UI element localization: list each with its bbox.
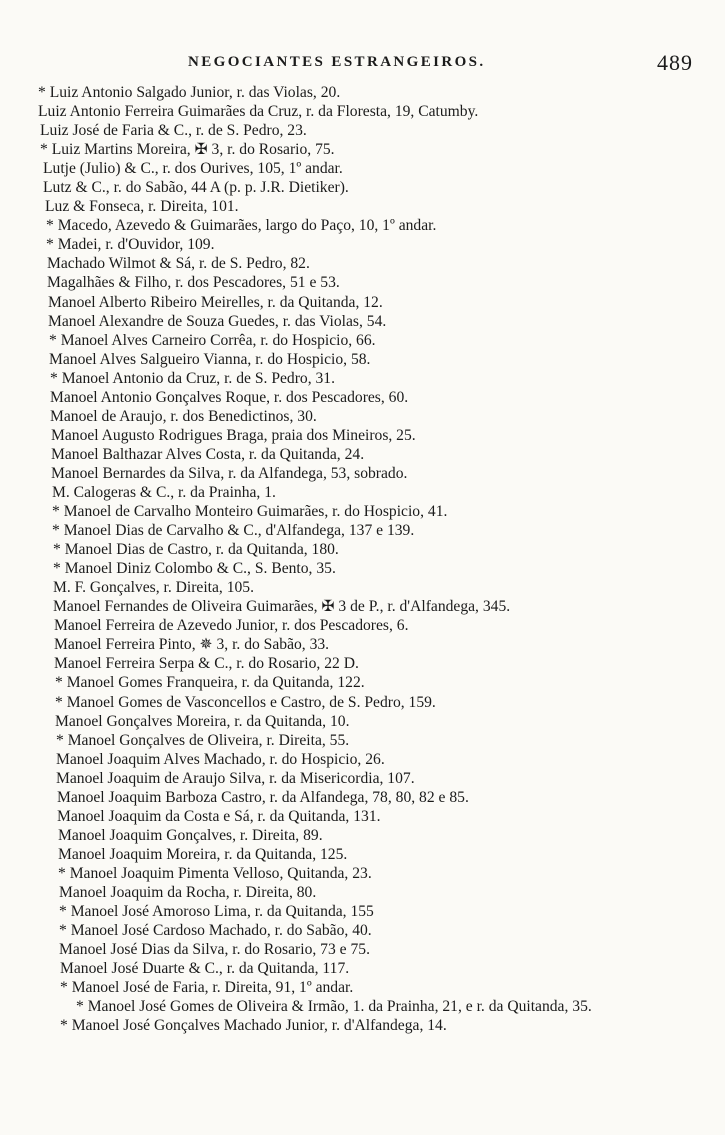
list-item: Manoel Fernandes de Oliveira Guimarães, ✠ 3 de P., r. d'Alfandega, 345.: [53, 598, 511, 616]
list-item: Luz & Fonseca, r. Direita, 101.: [45, 198, 239, 216]
list-item: Manoel Joaquim Moreira, r. da Quitanda, 125.: [58, 845, 348, 863]
list-item: * Manoel Antonio da Cruz, r. de S. Pedro, 31.: [50, 369, 335, 387]
list-item: * Madei, r. d'Ouvidor, 109.: [46, 236, 215, 254]
list-item: * Manoel José de Faria, r. Direita, 91, 1º andar.: [60, 979, 354, 997]
list-item: Luiz Antonio Ferreira Guimarães da Cruz, r. da Floresta, 19, Catumby.: [38, 103, 479, 121]
list-item: Manoel Joaquim Gonçalves, r. Direita, 89.: [58, 826, 323, 844]
list-item: Manoel Antonio Gonçalves Roque, r. dos Pescadores, 60.: [50, 388, 409, 406]
list-item: Magalhães & Filho, r. dos Pescadores, 51 e 53.: [47, 274, 340, 292]
list-item: Manoel Alexandre de Souza Guedes, r. das Violas, 54.: [48, 312, 387, 330]
list-item: Luiz José de Faria & C., r. de S. Pedro, 23.: [40, 122, 307, 140]
list-item: * Macedo, Azevedo & Guimarães, largo do Paço, 10, 1º andar.: [46, 217, 437, 235]
list-item: Manoel Joaquim da Rocha, r. Direita, 80.: [59, 883, 317, 901]
list-item: Manoel Ferreira Pinto, ✵ 3, r. do Sabão, 33.: [54, 636, 330, 654]
list-item: * Manoel José Gomes de Oliveira & Irmão, 1. da Prainha, 21, e r. da Quitanda, 35.: [76, 998, 592, 1016]
list-item: Lutz & C., r. do Sabão, 44 A (p. p. J.R. Dietiker).: [43, 179, 349, 197]
list-item: Machado Wilmot & Sá, r. de S. Pedro, 82.: [47, 255, 310, 273]
list-item: * Manoel Dias de Carvalho & C., d'Alfandega, 137 e 139.: [52, 522, 415, 540]
list-item: * Manoel Gomes Franqueira, r. da Quitanda, 122.: [55, 674, 365, 692]
list-item: * Manoel Gonçalves de Oliveira, r. Direita, 55.: [56, 731, 350, 749]
list-item: * Manoel José Cardoso Machado, r. do Sabão, 40.: [59, 922, 372, 940]
list-item: * Luiz Antonio Salgado Junior, r. das Violas, 20.: [38, 84, 341, 101]
list-item: Manoel José Duarte & C., r. da Quitanda, 117.: [60, 960, 350, 978]
list-item: Lutje (Julio) & C., r. dos Ourives, 105, 1º andar.: [43, 160, 343, 178]
list-item: M. Calogeras & C., r. da Prainha, 1.: [52, 483, 276, 501]
list-item: Manoel José Dias da Silva, r. do Rosario, 73 e 75.: [59, 941, 370, 959]
list-item: Manoel Joaquim de Araujo Silva, r. da Misericordia, 107.: [56, 769, 415, 787]
page-number: 489: [657, 50, 693, 75]
list-item: * Manoel Alves Carneiro Corrêa, r. do Hospicio, 66.: [49, 331, 376, 349]
list-item: Manoel Joaquim da Costa e Sá, r. da Quitanda, 131.: [57, 807, 381, 825]
list-item: Manoel Alves Salgueiro Vianna, r. do Hospicio, 58.: [49, 350, 371, 368]
list-item: Manoel Ferreira de Azevedo Junior, r. dos Pescadores, 6.: [54, 617, 409, 635]
list-item: Manoel Joaquim Barboza Castro, r. da Alfandega, 78, 80, 82 e 85.: [57, 788, 469, 806]
list-item: Manoel de Araujo, r. dos Benedictinos, 30.: [50, 407, 317, 425]
list-item: Manoel Bernardes da Silva, r. da Alfandega, 53, sobrado.: [51, 464, 408, 482]
list-item: * Manoel José Amoroso Lima, r. da Quitanda, 155: [59, 903, 374, 921]
list-item: Manoel Joaquim Alves Machado, r. do Hospicio, 26.: [56, 750, 385, 768]
list-item: * Manoel de Carvalho Monteiro Guimarães, r. do Hospicio, 41.: [52, 503, 448, 521]
list-item: * Manoel Dias de Castro, r. da Quitanda, 180.: [53, 541, 339, 559]
list-item: * Manoel José Gonçalves Machado Junior, r. d'Alfandega, 14.: [60, 1017, 447, 1035]
list-item: Manoel Gonçalves Moreira, r. da Quitanda, 10.: [55, 712, 350, 730]
page-header: [38, 50, 693, 74]
list-item: Manoel Balthazar Alves Costa, r. da Quitanda, 24.: [51, 445, 365, 463]
list-item: Manoel Alberto Ribeiro Meirelles, r. da Quitanda, 12.: [48, 293, 383, 311]
list-item: * Manoel Gomes de Vasconcellos e Castro, de S. Pedro, 159.: [55, 693, 436, 711]
list-item: * Manoel Joaquim Pimenta Velloso, Quitanda, 23.: [58, 864, 372, 882]
directory-list: [38, 83, 699, 1035]
running-title: NEGOCIANTES ESTRANGEIROS.: [188, 54, 486, 70]
list-item: Manoel Ferreira Serpa & C., r. do Rosario, 22 D.: [54, 655, 359, 673]
list-item: Manoel Augusto Rodrigues Braga, praia dos Mineiros, 25.: [51, 426, 416, 444]
list-item: M. F. Gonçalves, r. Direita, 105.: [53, 579, 255, 597]
list-item: * Luiz Martins Moreira, ✠ 3, r. do Rosario, 75.: [40, 141, 335, 159]
list-item: * Manoel Diniz Colombo & C., S. Bento, 35.: [53, 560, 336, 578]
